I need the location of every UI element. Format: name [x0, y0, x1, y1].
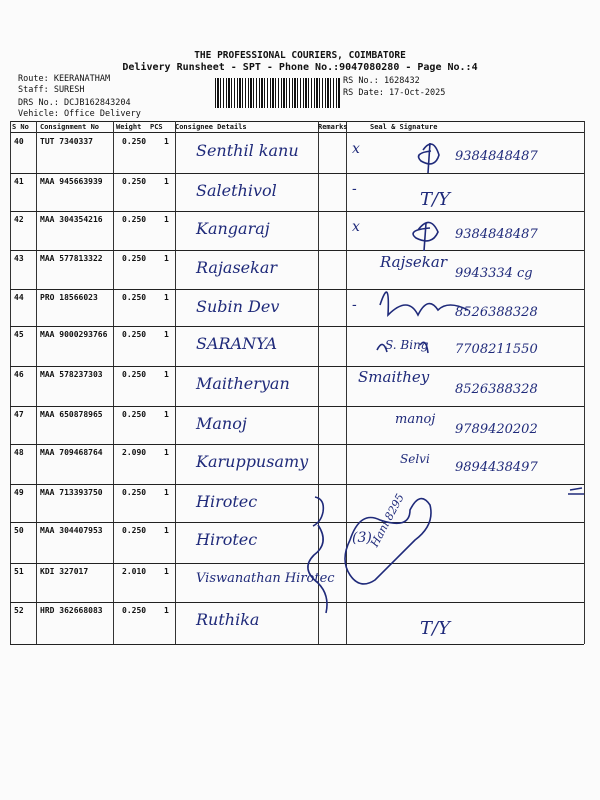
header-weight: Weight [116, 123, 142, 131]
row-sno: 52 [14, 606, 24, 615]
row-weight: 0.250 [122, 370, 147, 379]
row-weight: 0.250 [122, 606, 147, 615]
row-pcs: 1 [164, 330, 169, 339]
row-sno: 44 [14, 293, 24, 302]
row-weight: 0.250 [122, 137, 147, 146]
row-sign: T/Y [420, 189, 450, 210]
row-weight: 0.250 [122, 410, 147, 419]
row-pcs: 1 [164, 177, 169, 186]
row-sign: 8526388328 [455, 305, 538, 320]
row-consignment: MAA 945663939 [40, 177, 103, 186]
row-pcs: 1 [164, 410, 169, 419]
row-sno: 43 [14, 254, 24, 263]
vehicle: Vehicle: Office Delivery [18, 109, 141, 119]
row-consignment: TUT 7340337 [40, 137, 93, 146]
stamp-signature: Hani 8295 [368, 491, 407, 550]
company-title: THE PROFESSIONAL COURIERS, COIMBATORE [194, 50, 406, 61]
row-sign: 9789420202 [455, 422, 538, 437]
row-pcs: 1 [164, 488, 169, 497]
row-consignee: SARANYA [196, 334, 277, 353]
row-consignment: MAA 650878965 [40, 410, 103, 419]
row-consignment: KDI 327017 [40, 567, 89, 576]
row-weight: 0.250 [122, 293, 147, 302]
row-remark: - [352, 181, 357, 197]
header-consignee: Consignee Details [175, 123, 247, 131]
row-remark: (3) [352, 530, 372, 546]
row-consignment: MAA 304407953 [40, 526, 103, 535]
route: Route: KEERANATHAM [18, 74, 111, 84]
row-sno: 45 [14, 330, 24, 339]
row-sign: 9894438497 [455, 460, 538, 475]
row-pcs: 1 [164, 448, 169, 457]
row-pcs: 1 [164, 567, 169, 576]
row-weight: 0.250 [122, 330, 147, 339]
row-sign: 9384848487 [455, 227, 538, 242]
row-pcs: 1 [164, 370, 169, 379]
row-sno: 46 [14, 370, 24, 379]
row-consignee: Subin Dev [196, 297, 280, 316]
row-consignment: PRO 18566023 [40, 293, 98, 302]
row-weight: 0.250 [122, 254, 147, 263]
row-weight: 0.250 [122, 215, 147, 224]
signature-45: S. Bing [385, 338, 429, 352]
row-remark: x [352, 141, 360, 157]
row-consignee: Salethivol [196, 181, 277, 200]
header-pcs: PCS [150, 123, 163, 131]
signature-mark [377, 342, 428, 353]
staff: Staff: SURESH [18, 85, 85, 95]
row-sign: 7708211550 [455, 342, 538, 357]
brace-mark [308, 525, 327, 613]
row-consignment: MAA 578237303 [40, 370, 103, 379]
row-sign: 9943334 cg [455, 266, 533, 281]
rs-number: RS No.: 1628432 [343, 76, 420, 86]
row-pcs: 1 [164, 215, 169, 224]
row-consignee: Rajasekar [196, 258, 278, 277]
dash-mark [568, 488, 584, 494]
stamp-mark [345, 499, 431, 584]
drs-number: DRS No.: DCJB162843204 [18, 98, 131, 108]
row-pcs: 1 [164, 606, 169, 615]
row-remark: - [352, 297, 357, 313]
signature-43: Rajsekar [380, 253, 448, 271]
row-consignment: MAA 9000293766 [40, 330, 108, 339]
brace-mark [313, 497, 323, 526]
row-pcs: 1 [164, 137, 169, 146]
header-consignment: Consignment No [40, 123, 100, 131]
row-sno: 41 [14, 177, 24, 186]
row-sno: 51 [14, 567, 24, 576]
row-consignment: MAA 577813322 [40, 254, 103, 263]
row-sign: 9384848487 [455, 149, 538, 164]
row-pcs: 1 [164, 526, 169, 535]
rs-date: RS Date: 17-Oct-2025 [343, 88, 446, 98]
row-consignee: Karuppusamy [196, 452, 309, 471]
row-consignment: MAA 709468764 [40, 448, 103, 457]
row-consignee: Hirotec [196, 530, 258, 549]
row-consignee: Kangaraj [196, 219, 270, 238]
header-seal: Seal & Signature [370, 123, 438, 131]
row-weight: 2.090 [122, 448, 147, 457]
row-weight: 2.010 [122, 567, 147, 576]
signature-mark [419, 143, 439, 173]
row-sno: 47 [14, 410, 24, 419]
row-weight: 0.250 [122, 526, 147, 535]
row-consignee: Ruthika [196, 610, 260, 629]
row-pcs: 1 [164, 254, 169, 263]
row-sno: 48 [14, 448, 24, 457]
row-consignment: MAA 713393750 [40, 488, 103, 497]
row-sno: 40 [14, 137, 24, 146]
header-sno: S No [12, 123, 29, 131]
row-consignee: Maitheryan [196, 374, 290, 393]
signature-46: Smaithey [358, 368, 430, 386]
row-consignment: MAA 304354216 [40, 215, 103, 224]
row-consignee: Senthil kanu [196, 141, 299, 160]
signature-mark [413, 222, 438, 251]
signature-47: manoj [395, 412, 436, 427]
row-remark: x [352, 219, 360, 235]
row-sno: 49 [14, 488, 24, 497]
row-weight: 0.250 [122, 488, 147, 497]
row-sno: 50 [14, 526, 24, 535]
row-weight: 0.250 [122, 177, 147, 186]
signature-48: Selvi [400, 452, 430, 466]
signature-mark [380, 292, 468, 315]
row-consignee: Viswanathan Hirotec [196, 571, 335, 586]
row-consignee: Hirotec [196, 492, 258, 511]
row-sign: T/Y [420, 618, 450, 639]
row-sign: 8526388328 [455, 382, 538, 397]
row-sno: 42 [14, 215, 24, 224]
row-pcs: 1 [164, 293, 169, 302]
runsheet-subtitle: Delivery Runsheet - SPT - Phone No.:9047080280 - Page No.:4 [122, 62, 478, 73]
row-consignment: HRD 362668083 [40, 606, 103, 615]
row-consignee: Manoj [196, 414, 247, 433]
header-remarks: Remarks [318, 123, 348, 131]
